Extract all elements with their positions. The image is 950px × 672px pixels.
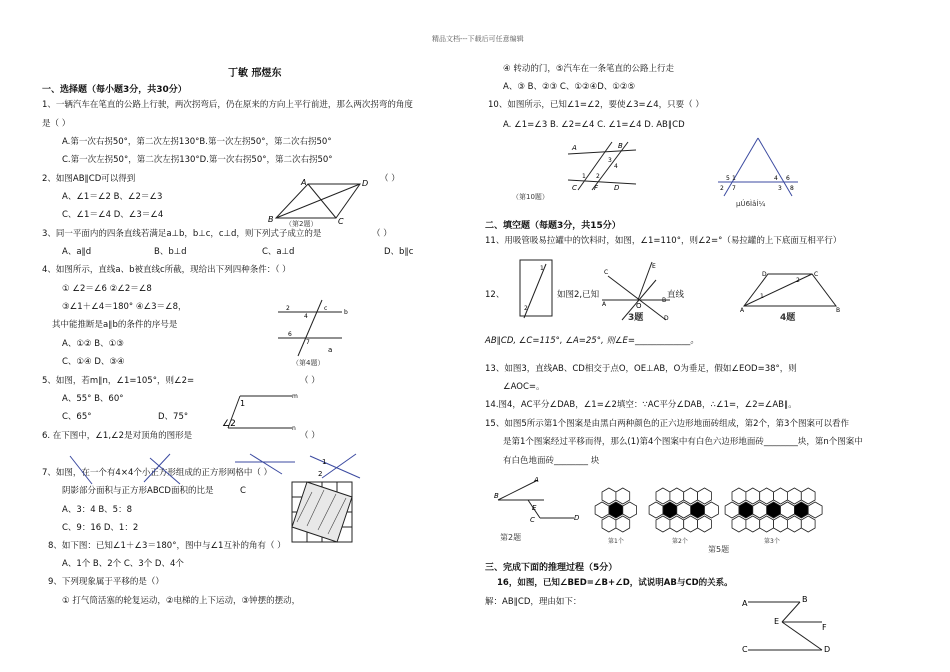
svg-text:1: 1 [322, 458, 327, 466]
svg-text:8: 8 [790, 185, 794, 192]
q12-number: 12、 [485, 290, 505, 300]
svg-text:B: B [618, 142, 623, 150]
svg-text:a: a [328, 346, 333, 354]
svg-text:b: b [344, 309, 348, 316]
q14-text: 14.图4，AC平分∠DAB，∠1=∠2填空：∵AC平分∠DAB，∴∠1=，∠2=∠AB∥。 [485, 400, 797, 410]
figure-q15-p3: 第3个 [764, 538, 780, 545]
q15-text: 15、如图5所示第1个图案是由黑白两种颜色的正六边形地面砖组成，第2个，第3个图案可以看作 [485, 419, 849, 429]
q8-text: 8、如下图：已知∠1＋∠3＝180°，图中与∠1互补的角有（ ） [48, 541, 286, 551]
svg-text:C: C [530, 516, 535, 524]
figure-q15-p2: 第2个 [672, 538, 688, 545]
svg-text:1: 1 [582, 173, 586, 180]
svg-text:m: m [292, 393, 298, 400]
q6-text: 6. 在下图中，∠1,∠2是对顶角的图形是 [42, 431, 193, 441]
q7-option-ab: A、3：4 B、5：8 [62, 505, 132, 515]
q4-cond-2: ③∠1＋∠4＝180° ④∠3＝∠8， [62, 302, 187, 312]
hexagon-tile [684, 488, 698, 504]
hexagon-tile [705, 502, 719, 518]
q10-options: A. ∠1=∠3 B. ∠2=∠4 C. ∠1=∠4 D. AB∥CD [503, 120, 685, 130]
hexagon-tile [616, 488, 630, 504]
figure-q2 [268, 178, 368, 224]
q5-option-d: D、75° [158, 412, 189, 422]
svg-text:F: F [594, 184, 599, 192]
svg-text:A: A [301, 178, 307, 187]
q11-text: 11、用吸管吸易拉罐中的饮料时，如图，∠1=110°，则∠2=°（易拉罐的上下底面互相平行） [485, 236, 842, 246]
hexagon-tile [774, 516, 788, 532]
svg-text:A: A [534, 476, 539, 484]
svg-text:2: 2 [318, 470, 323, 478]
q4-text: 4、如图所示，直线a、b被直线c所截，现给出下列四种条件：（ ） [42, 265, 291, 275]
svg-text:2: 2 [796, 277, 800, 284]
svg-text:E: E [774, 617, 780, 626]
hexagon-tile [677, 502, 691, 518]
q3-option-a: A、a∥d [62, 247, 92, 257]
hexagon-tile [774, 488, 788, 504]
svg-text:D: D [614, 184, 620, 192]
q4-option-ab: A、①② B、①③ [62, 339, 124, 349]
hexagon-tile [656, 488, 670, 504]
svg-text:6: 6 [288, 331, 292, 338]
svg-text:1: 1 [732, 175, 736, 182]
q5-option-c: C、65° [62, 412, 92, 422]
q2-option-cd: C、∠1＝∠4 D、∠3＝∠4 [62, 210, 164, 220]
hexagon-tile [746, 488, 760, 504]
svg-text:4: 4 [614, 163, 618, 170]
svg-text:C: C [742, 645, 748, 654]
q13-text-2: ∠AOC=。 [503, 382, 545, 392]
figure-q10-caption: （第10题） [512, 193, 549, 201]
q2-option-ab: A、∠1＝∠2 B、∠2＝∠3 [62, 192, 163, 202]
q10-text: 10、如图所示，已知∠1=∠2，要使∠3=∠4，只要（ ） [488, 100, 704, 110]
svg-text:1: 1 [240, 399, 246, 408]
q15-text-3: 有白色地面砖________ 块 [503, 456, 600, 466]
figure-q5 [222, 392, 302, 434]
q7-text: 7、如图，在一个有4×4个小正方形组成的正方形网格中（ ） [42, 468, 273, 478]
q1-option-cd: C.第一次左拐50°，第二次左拐130°D.第一次右拐50°，第二次右拐50° [62, 155, 333, 165]
hexagon-tile [739, 502, 753, 518]
page-title: 丁敏 邢煜东 [228, 68, 282, 79]
q7-option-cd: C、9：16 D、1：2 [62, 523, 139, 533]
figure-q15-left [494, 478, 580, 524]
hexagon-tile [698, 516, 712, 532]
figure-q4-caption: （第4题） [292, 359, 325, 367]
q2-paren: （ ） [380, 174, 400, 184]
hexagon-tile [595, 502, 609, 518]
svg-text:D: D [664, 315, 669, 322]
svg-text:2: 2 [286, 305, 290, 312]
q5-paren: （ ） [300, 376, 320, 386]
svg-text:O: O [636, 302, 642, 310]
svg-text:B: B [802, 595, 808, 604]
svg-text:D: D [362, 179, 369, 188]
hexagon-tile [787, 516, 801, 532]
q3-text: 3、同一平面内的四条直线若满足a⊥b，b⊥c，c⊥d，则下列式子成立的是 [42, 229, 322, 239]
svg-text:c: c [324, 305, 328, 312]
figure-q10-caption-2: µÚ6ÌâÍ¼ [736, 200, 766, 208]
svg-text:A: A [572, 144, 577, 152]
hexagon-tile [794, 502, 808, 518]
q16-answer: 解：AB∥CD，理由如下： [485, 597, 582, 607]
hexagon-tile [616, 516, 630, 532]
svg-text:A: A [742, 599, 748, 608]
figure-q13-caption: 3题 [628, 313, 644, 323]
hexagon-tile [760, 488, 774, 504]
svg-text:2: 2 [596, 173, 600, 180]
svg-text:5: 5 [726, 175, 730, 182]
section-choice: 一、选择题（每小题3分，共30分） [42, 85, 187, 95]
svg-text:2: 2 [524, 305, 528, 312]
hexagon-tile [691, 502, 705, 518]
q12-condition: AB∥CD, ∠C=115°, ∠A=25°, 则∠E=_____________。 [485, 336, 699, 346]
q6-paren: （ ） [300, 431, 320, 441]
section-fill: 二、填空题（每题3分，共15分） [485, 221, 621, 231]
figure-q15-p1: 第1个 [608, 538, 624, 545]
figure-q15-caption: 第5题 [708, 545, 730, 554]
q16-text: 16，如图，已知∠BED=∠B+∠D，试说明AB与CD的关系。 [497, 578, 733, 588]
hexagon-tile [760, 516, 774, 532]
q4-cond-1: ① ∠2＝∠6 ②∠2＝∠8 [62, 284, 152, 294]
q1-text: 1、一辆汽车在笔直的公路上行驶，两次拐弯后，仍在原来的方向上平行前进，那么两次拐弯的角度 [42, 100, 413, 110]
hexagon-tile [808, 502, 822, 518]
hexagon-tile [767, 502, 781, 518]
hexagon-tile [753, 502, 767, 518]
hexagon-tile [725, 502, 739, 518]
svg-text:C: C [604, 269, 609, 276]
hexagon-tile [670, 488, 684, 504]
q1-text-2: 是（ ） [42, 119, 71, 129]
svg-text:1: 1 [540, 265, 544, 272]
hexagon-tile [670, 516, 684, 532]
svg-text:C: C [572, 184, 577, 192]
q9-text: 9、下列现象属于平移的是（） [48, 577, 164, 587]
svg-text:E: E [532, 504, 537, 512]
svg-text:2: 2 [720, 185, 724, 192]
svg-text:∠2: ∠2 [222, 419, 236, 429]
q9-options: A、③ B、②③ C、①②④D、①②⑤ [503, 82, 636, 92]
hexagon-tile [684, 516, 698, 532]
svg-text:B: B [494, 492, 499, 500]
q4-question: 其中能推断是a∥b的条件的序号是 [52, 320, 178, 330]
hexagon-tile [602, 488, 616, 504]
svg-text:E: E [652, 263, 656, 270]
hexagon-tile [656, 516, 670, 532]
hexagon-tile [698, 488, 712, 504]
q5-option-ab: A、55° B、60° [62, 394, 124, 404]
svg-text:C: C [814, 271, 819, 278]
figure-q7-label-c: C [240, 486, 246, 496]
q3-option-d: D、b∥c [384, 247, 414, 257]
svg-text:4: 4 [304, 313, 308, 320]
hexagon-tile [781, 502, 795, 518]
q3-option-c: C、a⊥d [262, 247, 295, 257]
hexagon-tile [732, 488, 746, 504]
svg-text:n: n [292, 425, 296, 432]
figure-q16 [738, 592, 838, 658]
figure-q7-grid [292, 482, 354, 544]
svg-text:D: D [824, 645, 831, 654]
q8-options: A、1个 B、2个 C、3个 D、4个 [62, 559, 184, 569]
page-header: 精品文档---下载后可任意编辑 [432, 35, 524, 43]
svg-text:7: 7 [732, 185, 736, 192]
q3-option-b: B、b⊥d [154, 247, 187, 257]
svg-text:A: A [602, 301, 607, 308]
q4-option-cd: C、①④ D、③④ [62, 357, 125, 367]
svg-text:6: 6 [786, 175, 790, 182]
hexagon-tile [663, 502, 677, 518]
svg-text:D: D [574, 514, 580, 522]
svg-text:D: D [762, 271, 767, 278]
q12-text-2: 直线 [667, 290, 685, 300]
q3-paren: （ ） [372, 229, 392, 239]
hexagon-tile [623, 502, 637, 518]
figure-q10 [568, 140, 640, 190]
svg-text:B: B [268, 215, 274, 224]
svg-text:3: 3 [608, 157, 612, 164]
figure-q14 [740, 270, 840, 314]
figure-q15-hexagons [594, 484, 824, 536]
q2-text: 2、如图AB∥CD可以得到 [42, 174, 136, 184]
q1-option-ab: A.第一次右拐50°，第二次左拐130°B.第一次左拐50°，第二次右拐50° [62, 137, 332, 147]
hexagon-tile [787, 488, 801, 504]
figure-q14-caption: 4题 [780, 313, 796, 323]
q13-text: 13、如图3，直线AB、CD相交于点O，OE⊥AB，O为垂足，假如∠EOD=38°，则 [485, 364, 797, 374]
svg-text:B: B [662, 297, 667, 304]
hexagon-tile [801, 516, 815, 532]
hexagon-tile [801, 488, 815, 504]
svg-text:C: C [338, 217, 344, 226]
svg-text:1: 1 [760, 293, 764, 300]
hexagon-tile [602, 516, 616, 532]
hexagon-tile [609, 502, 623, 518]
svg-text:4: 4 [774, 175, 778, 182]
q7-text-2: 阴影部分面积与正方形ABCD面积的比是 [62, 486, 214, 496]
q12-text: 如图2,已知 [557, 290, 600, 300]
svg-text:3: 3 [778, 185, 782, 192]
q9-items-2: ④ 转动的门，⑤汽车在一条笔直的公路上行走 [503, 64, 674, 74]
q5-text: 5、如图，若m∥n，∠1=105°，则∠2= [42, 376, 195, 386]
figure-q15-left-caption: 第2题 [500, 533, 522, 542]
svg-text:F: F [822, 623, 827, 632]
figure-q10-triangle [718, 138, 798, 200]
figure-q11-can [518, 258, 558, 320]
hexagon-tile [746, 516, 760, 532]
q9-items: ① 打气筒活塞的轮复运动，②电梯的上下运动，③钟摆的摆动， [62, 596, 301, 606]
figure-q4 [278, 298, 348, 358]
figure-q2-caption: （第2题） [285, 220, 318, 228]
svg-text:A: A [740, 307, 745, 314]
svg-text:B: B [836, 307, 841, 314]
svg-text:7: 7 [306, 339, 310, 346]
hexagon-tile [649, 502, 663, 518]
hexagon-tile [732, 516, 746, 532]
q15-text-2: 是第1个图案经过平移而得，那么(1)第4个图案中有白色六边形地面砖________块，第n个图案中 [503, 437, 863, 447]
section-proof: 三、完成下面的推理过程（5分） [485, 563, 618, 573]
